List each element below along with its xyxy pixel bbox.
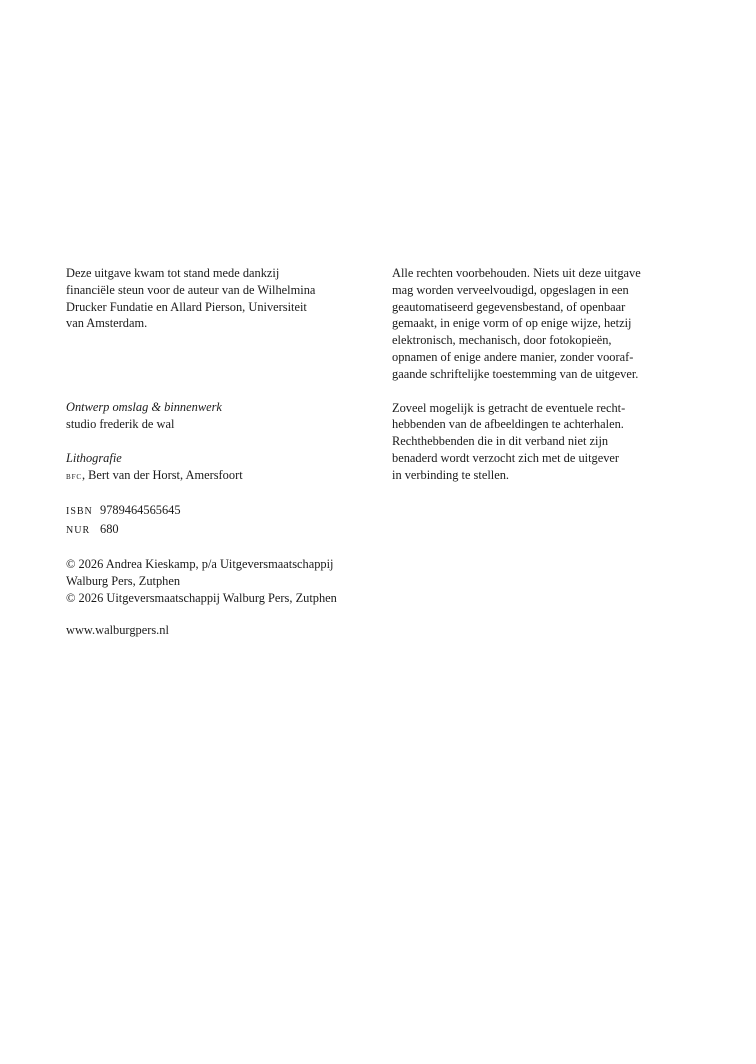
- rights-line: geautomatiseerd gegevensbestand, of openbaar: [392, 299, 626, 314]
- lithography-credit: [66, 450, 366, 486]
- isbn-label: ISBN: [66, 506, 93, 518]
- lithography-credit-value: [66, 467, 366, 486]
- nur-label: NUR: [66, 525, 91, 537]
- nur-value: 680: [100, 522, 119, 537]
- rights-line: gaande schriftelijke toestemming van de uitgever.: [392, 366, 639, 381]
- website-url: www.walburgpers.nl: [66, 623, 169, 638]
- design-credit-value: studio frederik de wal: [66, 416, 175, 431]
- publisher-website: [66, 622, 366, 639]
- rights-line: opnamen of enige andere manier, zonder vooraf-: [392, 349, 634, 364]
- nur-row: [66, 521, 366, 540]
- funding-statement: [66, 265, 366, 332]
- funding-line: Deze uitgave kwam tot stand mede dankzij: [66, 266, 280, 280]
- copyright-notice: [66, 556, 366, 606]
- image-rights-line: Rechthebbenden die in dit verband niet zijn: [392, 434, 609, 449]
- rights-reserved-notice: [392, 265, 692, 383]
- image-rights-line: hebbenden van de afbeeldingen te achterhalen.: [392, 417, 624, 432]
- funding-line: Drucker Fundatie en Allard Pierson, Universiteit: [66, 299, 307, 314]
- rights-line: mag worden verveelvoudigd, opgeslagen in een: [392, 282, 629, 297]
- image-rights-line: benaderd wordt verzocht zich met de uitgever: [392, 450, 620, 465]
- copyright-line: © 2026 Andrea Kieskamp, p/a Uitgeversmaatschappij: [66, 556, 334, 571]
- image-rights-line: Zoveel mogelijk is getracht de eventuele recht-: [392, 400, 626, 415]
- lithography-credit-label: Lithografie: [66, 450, 122, 465]
- isbn-value: 9789464565645: [100, 503, 181, 518]
- lithography-company-rest: , Bert van der Horst, Amersfoort: [81, 467, 243, 482]
- copyright-line: © 2026 Uitgeversmaatschappij Walburg Pers, Zutphen: [66, 590, 337, 605]
- funding-line: financiële steun voor de auteur van de Wilhelmina: [66, 282, 316, 297]
- rights-line: elektronisch, mechanisch, door fotokopieën,: [392, 333, 612, 348]
- isbn-row: [66, 502, 366, 521]
- colophon-right-column: [392, 265, 692, 484]
- image-rights-notice: [392, 400, 692, 484]
- book-codes: [66, 502, 366, 540]
- rights-line: Alle rechten voorbehouden. Niets uit deze uitgave: [392, 266, 641, 280]
- lithography-company-abbr: bfc: [66, 471, 82, 482]
- rights-line: gemaakt, in enige vorm of op enige wijze, hetzij: [392, 316, 632, 331]
- colophon-left-column: [66, 265, 366, 639]
- design-credit-label: Ontwerp omslag & binnenwerk: [66, 400, 222, 415]
- design-credit: [66, 399, 366, 433]
- copyright-line: Walburg Pers, Zutphen: [66, 573, 181, 588]
- image-rights-line: in verbinding te stellen.: [392, 467, 509, 482]
- funding-line: van Amsterdam.: [66, 316, 148, 331]
